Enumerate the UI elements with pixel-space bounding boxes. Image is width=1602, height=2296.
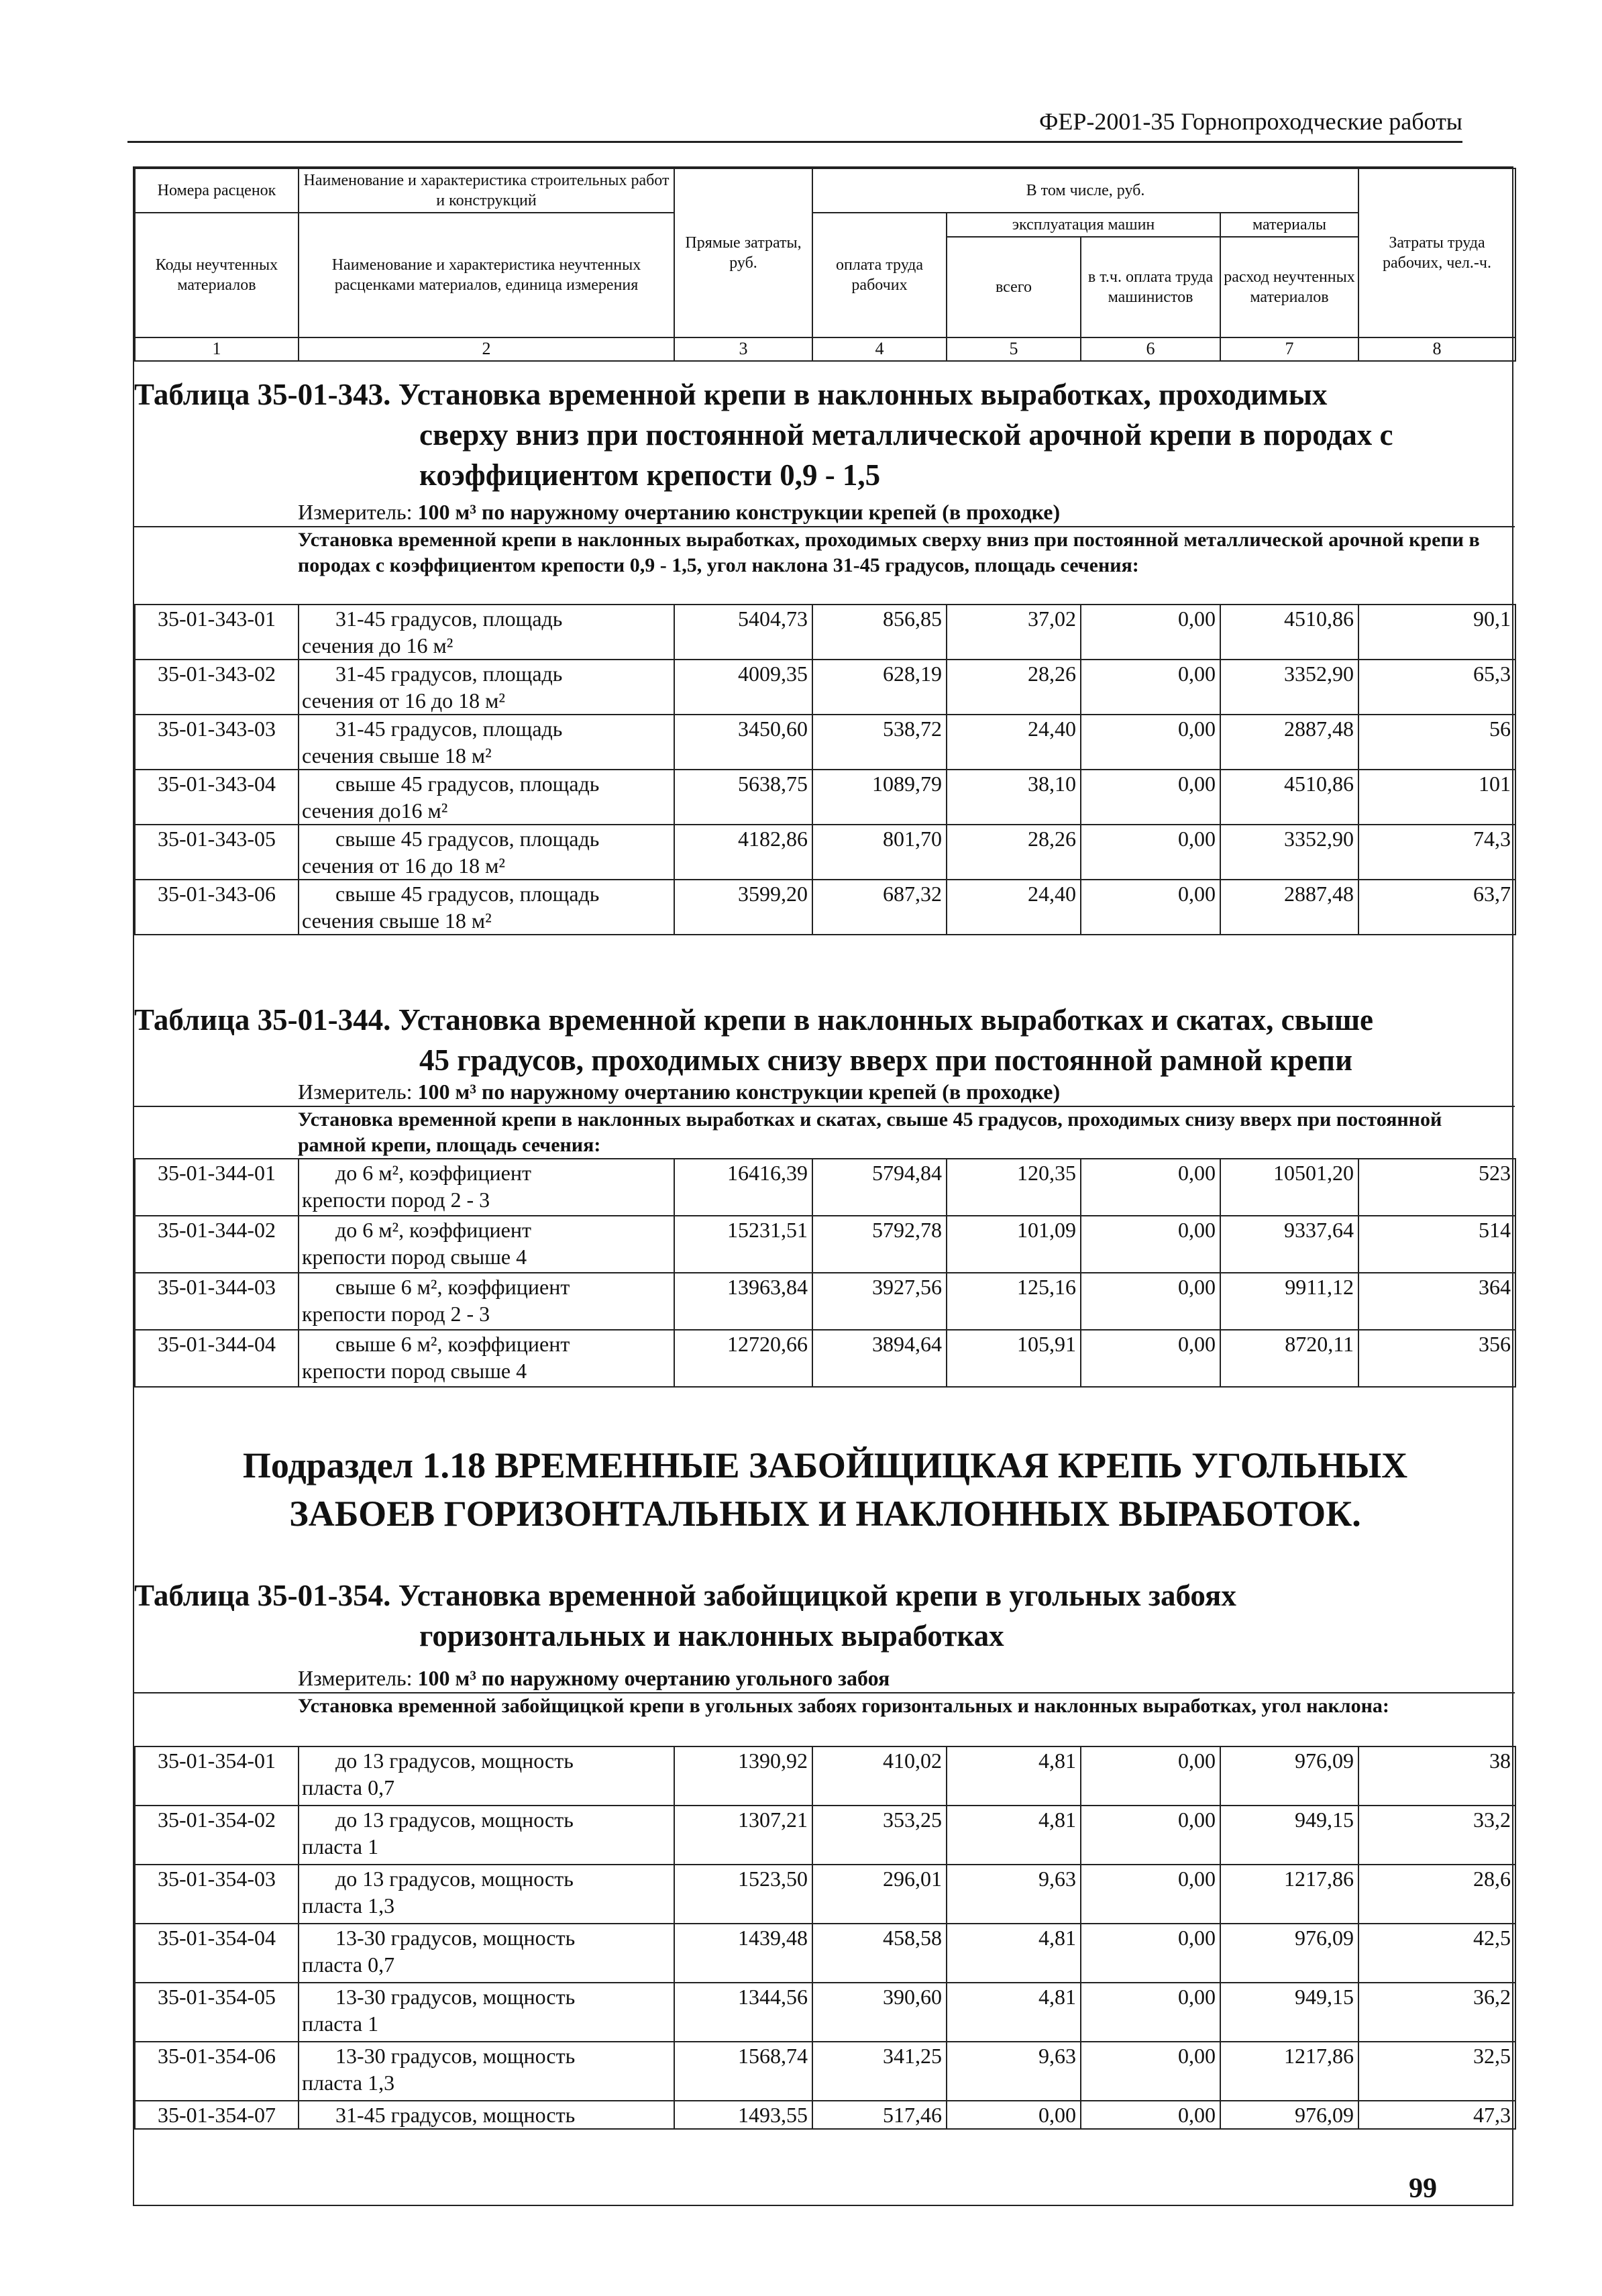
labor-hours-cell: 101 <box>1358 770 1515 825</box>
rates-sheet <box>133 166 1513 2206</box>
materials-cost-cell: 4510,86 <box>1220 605 1358 660</box>
work-description-cell <box>299 1806 674 1865</box>
direct-cost-cell: 4009,35 <box>674 660 812 715</box>
worker-pay-cell: 856,85 <box>812 605 947 660</box>
col-operators-pay-header: в т.ч. оплата труда машинистов <box>1081 237 1220 337</box>
materials-cost-cell: 949,15 <box>1220 1806 1358 1865</box>
table-row <box>135 605 1515 660</box>
column-number: 5 <box>947 337 1081 361</box>
rate-code-cell: 35-01-343-04 <box>135 770 299 825</box>
column-number: 4 <box>812 337 947 361</box>
rate-code-cell: 35-01-344-02 <box>135 1216 299 1273</box>
labor-hours-cell: 74,3 <box>1358 825 1515 880</box>
operators-pay-cell: 0,00 <box>1081 825 1220 880</box>
direct-cost-cell: 15231,51 <box>674 1216 812 1273</box>
operators-pay-cell: 0,00 <box>1081 1924 1220 1983</box>
work-description-line: сечения до16 м² <box>302 798 448 823</box>
rate-code-cell: 35-01-343-03 <box>135 715 299 770</box>
table-title-344 <box>134 1000 1373 1080</box>
table-title-343 <box>134 374 1393 495</box>
direct-cost-cell: 5404,73 <box>674 605 812 660</box>
column-number: 6 <box>1081 337 1220 361</box>
materials-cost-cell: 1217,86 <box>1220 1865 1358 1924</box>
work-description-line: сечения свыше 18 м² <box>302 908 492 933</box>
work-description-line: пласта 0,7 <box>302 1775 395 1799</box>
subsection-line: Подраздел 1.18 ВРЕМЕННЫЕ ЗАБОЙЩИЦКАЯ КРЕПЬ УГОЛЬНЫХ <box>242 1445 1408 1485</box>
table-row <box>135 1865 1515 1924</box>
direct-cost-cell: 1344,56 <box>674 1983 812 2042</box>
column-header <box>134 168 1516 362</box>
machines-cost-cell: 9,63 <box>947 2042 1081 2101</box>
worker-pay-cell: 296,01 <box>812 1865 947 1924</box>
worker-pay-cell: 538,72 <box>812 715 947 770</box>
labor-hours-cell: 356 <box>1358 1330 1515 1387</box>
col-material-name-header: Наименование и характеристика неучтенных расценками материалов, единица измерения <box>299 213 674 337</box>
work-description-line: 31-45 градусов, мощность <box>335 2103 576 2127</box>
machines-cost-cell: 9,63 <box>947 1865 1081 1924</box>
measure-unit-354 <box>298 1665 1515 1693</box>
group-description-354 <box>134 1692 1515 1746</box>
work-description-line: до 13 градусов, мощность <box>335 1808 574 1832</box>
machines-cost-cell: 28,26 <box>947 660 1081 715</box>
column-number: 8 <box>1358 337 1515 361</box>
materials-cost-cell: 9337,64 <box>1220 1216 1358 1273</box>
work-description-line: крепости пород свыше 4 <box>302 1359 527 1383</box>
operators-pay-cell: 0,00 <box>1081 2042 1220 2101</box>
direct-cost-cell: 1568,74 <box>674 2042 812 2101</box>
direct-cost-cell: 12720,66 <box>674 1330 812 1387</box>
direct-cost-cell: 16416,39 <box>674 1159 812 1216</box>
measure-text: 100 м³ по наружному очертанию конструкции крепей (в проходке) <box>417 1080 1061 1104</box>
worker-pay-cell: 3927,56 <box>812 1273 947 1330</box>
operators-pay-cell: 0,00 <box>1081 1746 1220 1806</box>
work-description-line: пласта 0,7 <box>302 1952 395 1977</box>
work-description-cell <box>299 1159 674 1216</box>
materials-cost-cell: 976,09 <box>1220 1746 1358 1806</box>
column-number: 3 <box>674 337 812 361</box>
rate-code-cell: 35-01-344-04 <box>135 1330 299 1387</box>
work-description-line: 13-30 градусов, мощность <box>335 1985 576 2009</box>
labor-hours-cell: 364 <box>1358 1273 1515 1330</box>
operators-pay-cell: 0,00 <box>1081 715 1220 770</box>
work-description-line: 31-45 градусов, площадь <box>335 662 563 686</box>
work-description-cell <box>299 1330 674 1387</box>
materials-cost-cell: 10501,20 <box>1220 1159 1358 1216</box>
work-description-cell <box>299 880 674 935</box>
rate-code-cell: 35-01-343-06 <box>135 880 299 935</box>
machines-cost-cell: 4,81 <box>947 1924 1081 1983</box>
work-description-line: свыше 45 градусов, площадь <box>335 772 600 796</box>
labor-hours-cell: 33,2 <box>1358 1806 1515 1865</box>
table-id: Таблица 35-01-343. <box>134 378 391 411</box>
worker-pay-cell: 1089,79 <box>812 770 947 825</box>
rate-code-cell: 35-01-354-04 <box>135 1924 299 1983</box>
labor-hours-cell: 32,5 <box>1358 2042 1515 2101</box>
table-title-354 <box>134 1575 1236 1656</box>
machines-cost-cell: 4,81 <box>947 1746 1081 1806</box>
work-description-line: сечения от 16 до 18 м² <box>302 688 505 713</box>
direct-cost-cell: 1493,55 <box>674 2101 812 2129</box>
work-description-cell <box>299 770 674 825</box>
rates-table-354 <box>134 1746 1516 2130</box>
running-head: ФЕР-2001-35 Горнопроходческие работы <box>1038 108 1462 135</box>
worker-pay-cell: 687,32 <box>812 880 947 935</box>
group-description-text: Установка временной крепи в наклонных выработках и скатах, свыше 45 градусов, проходимых снизу вверх при постоянной рамной крепи, площадь сечения: <box>298 1108 1442 1156</box>
operators-pay-cell: 0,00 <box>1081 1216 1220 1273</box>
measure-unit-344 <box>298 1079 1515 1107</box>
col-machines-header: эксплуатация машин <box>947 213 1220 237</box>
table-row <box>135 770 1515 825</box>
worker-pay-cell: 3894,64 <box>812 1330 947 1387</box>
work-description-line: крепости пород свыше 4 <box>302 1245 527 1269</box>
work-description-line: сечения до 16 м² <box>302 633 453 658</box>
materials-cost-cell: 2887,48 <box>1220 880 1358 935</box>
worker-pay-cell: 801,70 <box>812 825 947 880</box>
column-number: 2 <box>299 337 674 361</box>
group-description-text: Установка временной забойщицкой крепи в угольных забоях горизонтальных и наклонных выработках, угол наклона: <box>298 1695 1389 1717</box>
rate-code-cell: 35-01-344-01 <box>135 1159 299 1216</box>
work-description-cell <box>299 1924 674 1983</box>
measure-text: 100 м³ по наружному очертанию угольного забоя <box>417 1666 890 1690</box>
work-description-line: пласта 1,3 <box>302 2071 395 2095</box>
table-row <box>135 1746 1515 1806</box>
rate-code-cell: 35-01-354-01 <box>135 1746 299 1806</box>
labor-hours-cell: 28,6 <box>1358 1865 1515 1924</box>
group-description-344 <box>134 1106 1515 1158</box>
subsection-heading <box>174 1441 1476 1538</box>
direct-cost-cell: 1307,21 <box>674 1806 812 1865</box>
work-description-cell <box>299 1865 674 1924</box>
subsection-line: ЗАБОЕВ ГОРИЗОНТАЛЬНЫХ И НАКЛОННЫХ ВЫРАБОТОК. <box>289 1494 1361 1534</box>
direct-cost-cell: 3450,60 <box>674 715 812 770</box>
work-description-line: до 13 градусов, мощность <box>335 1749 574 1773</box>
table-title-line: горизонтальных и наклонных выработках <box>419 1619 1004 1653</box>
table-id: Таблица 35-01-354. <box>134 1579 391 1612</box>
labor-hours-cell: 42,5 <box>1358 1924 1515 1983</box>
direct-cost-cell: 3599,20 <box>674 880 812 935</box>
work-description-cell <box>299 1216 674 1273</box>
labor-hours-cell: 38 <box>1358 1746 1515 1806</box>
table-row <box>135 1216 1515 1273</box>
col-name-header: Наименование и характеристика строительных работ и конструкций <box>299 168 674 213</box>
work-description-cell <box>299 825 674 880</box>
measure-text: 100 м³ по наружному очертанию конструкции крепей (в проходке) <box>417 500 1061 524</box>
col-material-codes-header: Коды неучтенных материалов <box>135 213 299 337</box>
worker-pay-cell: 353,25 <box>812 1806 947 1865</box>
table-row <box>135 2042 1515 2101</box>
materials-cost-cell: 976,09 <box>1220 2101 1358 2129</box>
work-description-line: свыше 6 м², коэффициент <box>335 1332 570 1356</box>
work-description-line: до 6 м², коэффициент <box>335 1161 531 1185</box>
work-description-line: до 6 м², коэффициент <box>335 1218 531 1242</box>
labor-hours-cell: 90,1 <box>1358 605 1515 660</box>
operators-pay-cell: 0,00 <box>1081 1983 1220 2042</box>
table-title-line: сверху вниз при постоянной металлической арочной крепи в породах с <box>419 418 1393 452</box>
labor-hours-cell: 514 <box>1358 1216 1515 1273</box>
materials-cost-cell: 1217,86 <box>1220 2042 1358 2101</box>
measure-label: Измеритель: <box>298 500 413 524</box>
direct-cost-cell: 4182,86 <box>674 825 812 880</box>
table-row <box>135 715 1515 770</box>
direct-cost-cell: 1523,50 <box>674 1865 812 1924</box>
page-number: 99 <box>1409 2173 1437 2204</box>
group-description-343 <box>134 526 1515 604</box>
operators-pay-cell: 0,00 <box>1081 1865 1220 1924</box>
machines-cost-cell: 101,09 <box>947 1216 1081 1273</box>
table-row <box>135 660 1515 715</box>
machines-cost-cell: 24,40 <box>947 715 1081 770</box>
work-description-line: свыше 45 градусов, площадь <box>335 882 600 906</box>
table-row <box>135 825 1515 880</box>
measure-label: Измеритель: <box>298 1080 413 1104</box>
worker-pay-cell: 390,60 <box>812 1983 947 2042</box>
machines-cost-cell: 105,91 <box>947 1330 1081 1387</box>
operators-pay-cell: 0,00 <box>1081 770 1220 825</box>
machines-cost-cell: 24,40 <box>947 880 1081 935</box>
rate-code-cell: 35-01-343-02 <box>135 660 299 715</box>
work-description-line: сечения свыше 18 м² <box>302 743 492 768</box>
work-description-line: свыше 6 м², коэффициент <box>335 1275 570 1299</box>
table-row <box>135 2101 1515 2129</box>
worker-pay-cell: 628,19 <box>812 660 947 715</box>
operators-pay-cell: 0,00 <box>1081 1159 1220 1216</box>
labor-hours-cell: 36,2 <box>1358 1983 1515 2042</box>
table-id: Таблица 35-01-344. <box>134 1003 391 1037</box>
work-description-line: пласта 1,3 <box>302 1893 395 1918</box>
work-description-line: 13-30 градусов, мощность <box>335 2044 576 2068</box>
table-title-line: коэффициентом крепости 0,9 - 1,5 <box>419 458 881 492</box>
work-description-line: крепости пород 2 - 3 <box>302 1188 490 1212</box>
work-description-cell <box>299 1273 674 1330</box>
labor-hours-cell: 63,7 <box>1358 880 1515 935</box>
rate-code-cell: 35-01-354-03 <box>135 1865 299 1924</box>
measure-unit-343 <box>298 499 1515 527</box>
table-row <box>135 880 1515 935</box>
worker-pay-cell: 410,02 <box>812 1746 947 1806</box>
worker-pay-cell: 517,46 <box>812 2101 947 2129</box>
col-labor-hours-header: Затраты труда рабочих, чел.-ч. <box>1358 168 1515 337</box>
rate-code-cell: 35-01-344-03 <box>135 1273 299 1330</box>
materials-cost-cell: 2887,48 <box>1220 715 1358 770</box>
worker-pay-cell: 341,25 <box>812 2042 947 2101</box>
table-row <box>135 1159 1515 1216</box>
direct-cost-cell: 5638,75 <box>674 770 812 825</box>
rates-table-344 <box>134 1158 1516 1388</box>
work-description-line: пласта 1 <box>302 1834 379 1859</box>
worker-pay-cell: 458,58 <box>812 1924 947 1983</box>
labor-hours-cell: 65,3 <box>1358 660 1515 715</box>
table-row <box>135 1330 1515 1387</box>
machines-cost-cell: 120,35 <box>947 1159 1081 1216</box>
operators-pay-cell: 0,00 <box>1081 1273 1220 1330</box>
operators-pay-cell: 0,00 <box>1081 660 1220 715</box>
col-material-usage-header: расход неучтенных материалов <box>1220 237 1358 337</box>
table-title-line: Установка временной крепи в наклонных выработках и скатах, свыше <box>398 1003 1374 1037</box>
work-description-line: 13-30 градусов, мощность <box>335 1926 576 1950</box>
work-description-cell <box>299 2042 674 2101</box>
work-description-line: 31-45 градусов, площадь <box>335 717 563 741</box>
rate-code-cell: 35-01-354-06 <box>135 2042 299 2101</box>
labor-hours-cell: 56 <box>1358 715 1515 770</box>
work-description-cell <box>299 605 674 660</box>
machines-cost-cell: 0,00 <box>947 2101 1081 2129</box>
col-machines-total-header: всего <box>947 237 1081 337</box>
work-description-line: до 13 градусов, мощность <box>335 1867 574 1891</box>
work-description-cell <box>299 660 674 715</box>
worker-pay-cell: 5794,84 <box>812 1159 947 1216</box>
rate-code-cell: 35-01-343-01 <box>135 605 299 660</box>
col-codes-header: Номера расценок <box>135 168 299 213</box>
header-rule <box>127 141 1462 143</box>
machines-cost-cell: 4,81 <box>947 1983 1081 2042</box>
column-number: 7 <box>1220 337 1358 361</box>
table-title-line: Установка временной крепи в наклонных выработках, проходимых <box>398 378 1328 411</box>
materials-cost-cell: 9911,12 <box>1220 1273 1358 1330</box>
table-row <box>135 1273 1515 1330</box>
machines-cost-cell: 4,81 <box>947 1806 1081 1865</box>
machines-cost-cell: 37,02 <box>947 605 1081 660</box>
col-direct-cost-header: Прямые затраты, руб. <box>674 168 812 337</box>
labor-hours-cell: 523 <box>1358 1159 1515 1216</box>
work-description-line: свыше 45 градусов, площадь <box>335 827 600 851</box>
machines-cost-cell: 38,10 <box>947 770 1081 825</box>
direct-cost-cell: 1390,92 <box>674 1746 812 1806</box>
rate-code-cell: 35-01-354-02 <box>135 1806 299 1865</box>
work-description-line: 31-45 градусов, площадь <box>335 607 563 631</box>
table-row <box>135 1983 1515 2042</box>
operators-pay-cell: 0,00 <box>1081 1330 1220 1387</box>
table-title-line: 45 градусов, проходимых снизу вверх при постоянной рамной крепи <box>419 1043 1353 1077</box>
materials-cost-cell: 3352,90 <box>1220 825 1358 880</box>
group-description-text: Установка временной крепи в наклонных выработках, проходимых сверху вниз при постоянной металлической арочной крепи в породах с коэффициентом крепости 0,9 - 1,5, угол наклона 31-45 градусов, площадь сечения: <box>298 529 1480 576</box>
materials-cost-cell: 4510,86 <box>1220 770 1358 825</box>
materials-cost-cell: 3352,90 <box>1220 660 1358 715</box>
materials-cost-cell: 8720,11 <box>1220 1330 1358 1387</box>
machines-cost-cell: 125,16 <box>947 1273 1081 1330</box>
operators-pay-cell: 0,00 <box>1081 2101 1220 2129</box>
col-materials-header: материалы <box>1220 213 1358 237</box>
rate-code-cell: 35-01-354-05 <box>135 1983 299 2042</box>
labor-hours-cell: 47,3 <box>1358 2101 1515 2129</box>
col-including-header: В том числе, руб. <box>812 168 1358 213</box>
table-title-line: Установка временной забойщицкой крепи в угольных забоях <box>398 1579 1236 1612</box>
rate-code-cell: 35-01-343-05 <box>135 825 299 880</box>
work-description-line: пласта 1 <box>302 2012 379 2036</box>
work-description-cell <box>299 1983 674 2042</box>
column-number: 1 <box>135 337 299 361</box>
worker-pay-cell: 5792,78 <box>812 1216 947 1273</box>
operators-pay-cell: 0,00 <box>1081 1806 1220 1865</box>
table-row <box>135 1924 1515 1983</box>
work-description-cell <box>299 715 674 770</box>
materials-cost-cell: 949,15 <box>1220 1983 1358 2042</box>
operators-pay-cell: 0,00 <box>1081 880 1220 935</box>
table-row <box>135 1806 1515 1865</box>
machines-cost-cell: 28,26 <box>947 825 1081 880</box>
rates-table-343 <box>134 604 1516 935</box>
direct-cost-cell: 1439,48 <box>674 1924 812 1983</box>
rate-code-cell: 35-01-354-07 <box>135 2101 299 2129</box>
col-worker-pay-header: оплата труда рабочих <box>812 213 947 337</box>
work-description-line: сечения от 16 до 18 м² <box>302 853 505 878</box>
measure-label: Измеритель: <box>298 1666 413 1690</box>
work-description-line: крепости пород 2 - 3 <box>302 1302 490 1326</box>
direct-cost-cell: 13963,84 <box>674 1273 812 1330</box>
materials-cost-cell: 976,09 <box>1220 1924 1358 1983</box>
work-description-cell <box>299 2101 674 2129</box>
operators-pay-cell: 0,00 <box>1081 605 1220 660</box>
work-description-cell <box>299 1746 674 1806</box>
